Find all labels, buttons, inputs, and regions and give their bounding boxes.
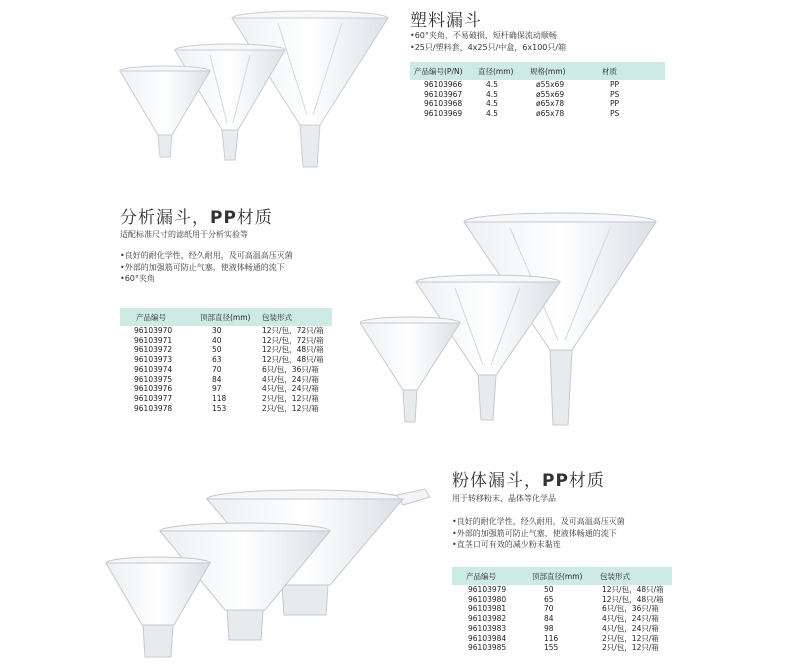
header-cell: 直径(mm) (478, 66, 514, 76)
table-row (452, 585, 672, 595)
table-cell: 96103975 (134, 374, 173, 384)
table-cell: 96103978 (134, 403, 173, 413)
table-row (120, 384, 332, 394)
table-cell: 96103972 (134, 345, 173, 355)
table-row (120, 355, 332, 365)
header-cell: 顶部直径(mm) (532, 571, 583, 581)
plastic-funnel-bullets (410, 30, 566, 53)
table-cell: 6只/包，36只/箱 (602, 604, 659, 614)
table-cell: 96103973 (134, 355, 173, 365)
table-cell: 116 (544, 633, 559, 643)
table-cell: 4.5 (486, 89, 498, 99)
table-cell: 30 (212, 326, 222, 335)
table-cell: ø55x69 (536, 80, 565, 89)
table-cell: 96103967 (424, 89, 463, 99)
powder-funnel-bullets (452, 516, 625, 551)
table-cell: 96103966 (424, 80, 463, 89)
header-cell: 包装形式 (262, 312, 292, 322)
title-bold: PP (542, 471, 569, 491)
table-cell: ø65x78 (536, 99, 565, 109)
table-cell: PS (610, 89, 620, 99)
table-cell: 50 (544, 585, 554, 594)
table-row (452, 643, 672, 653)
table-cell: 84 (544, 614, 554, 624)
table-cell: 4只/包，24只/箱 (262, 374, 319, 384)
table-row (120, 336, 332, 346)
table-cell: 4.5 (486, 80, 498, 89)
table-header-row (120, 308, 332, 326)
table-cell: 97 (212, 384, 222, 394)
table-row (410, 109, 665, 119)
plastic-funnels-photo (110, 5, 390, 175)
powder-funnels-photo (100, 485, 430, 665)
table-row (410, 90, 665, 100)
bullet: •外部的加强筋可防止气塞，使液体畅通的流下 (452, 528, 617, 538)
table-cell: 12只/包，48只/箱 (602, 585, 664, 594)
bullet: •外部的加强筋可防止气塞，使液体畅通的流下 (120, 262, 285, 272)
table-cell: 96103985 (468, 643, 507, 653)
table-row (410, 99, 665, 109)
bullet: •良好的耐化学性，经久耐用，及可高温高压灭菌 (120, 251, 293, 260)
table-row (452, 614, 672, 624)
plastic-funnel-table (410, 62, 665, 119)
analytical-funnel-bullets (120, 250, 293, 285)
table-row (120, 345, 332, 355)
title-text: 材质 (568, 471, 605, 491)
title-text: 分析漏斗， (120, 208, 210, 228)
table-row (120, 365, 332, 375)
table-cell: 2只/包，12只/箱 (602, 643, 659, 653)
table-header-row (410, 62, 665, 80)
table-cell: 2只/包，12只/箱 (262, 393, 319, 403)
table-cell: 70 (544, 604, 554, 614)
plastic-funnel-title: 塑料漏斗 (410, 11, 482, 31)
header-cell: 顶部直径(mm) (200, 312, 251, 322)
table-cell: 155 (544, 643, 559, 653)
powder-funnel-title (452, 466, 605, 491)
table-cell: 50 (212, 345, 222, 355)
title-text: 粉体漏斗， (452, 471, 542, 491)
bullet: •60°夹角，不易破损，短杆确保流动顺畅 (410, 31, 557, 40)
header-cell: 材质 (602, 66, 617, 76)
table-cell: 6只/包，36只/箱 (262, 364, 319, 374)
table-cell: 12只/包，72只/箱 (262, 335, 324, 345)
table-row (120, 326, 332, 336)
title-bold: PP (210, 208, 237, 228)
powder-funnel-table (452, 567, 672, 653)
table-row (452, 624, 672, 634)
table-cell: 12只/包，48只/箱 (262, 355, 324, 365)
table-cell: 96103974 (134, 364, 173, 374)
table-cell: 96103977 (134, 393, 173, 403)
table-header-row (452, 567, 672, 585)
header-cell: 产品编号 (136, 312, 166, 322)
analytical-funnels-photo (360, 210, 660, 440)
table-cell: 96103970 (134, 326, 173, 335)
header-cell: 产品编号(P/N) (414, 66, 463, 76)
table-cell: 96103983 (468, 623, 507, 633)
table-cell: 40 (212, 335, 222, 345)
table-cell: ø55x69 (536, 89, 565, 99)
title-text: 材质 (236, 208, 273, 228)
table-cell: 2只/包，12只/箱 (262, 403, 319, 413)
table-cell: PP (610, 99, 620, 109)
table-cell: 70 (212, 364, 222, 374)
table-cell: 84 (212, 374, 222, 384)
table-cell: 12只/包，72只/箱 (262, 326, 324, 335)
header-cell: 规格(mm) (530, 66, 566, 76)
bullet: •良好的耐化学性，经久耐用，及可高温高压灭菌 (452, 517, 625, 526)
table-cell: 96103968 (424, 99, 463, 109)
table-row (452, 634, 672, 644)
table-cell: 96103969 (424, 109, 463, 119)
table-row (452, 604, 672, 614)
header-cell: 包装形式 (600, 571, 630, 581)
table-cell: 4只/包，24只/箱 (262, 384, 319, 394)
table-cell: 96103976 (134, 384, 173, 394)
table-cell: PS (610, 109, 620, 119)
analytical-funnel-intro: 适配标准尺寸的滤纸用于分析实验等 (120, 230, 248, 239)
table-cell: 96103982 (468, 614, 507, 624)
bullet: •25只/塑料套，4x25只/中盒，6x100只/箱 (410, 42, 567, 52)
table-row (120, 404, 332, 414)
table-row (120, 375, 332, 385)
table-cell: 4只/包，24只/箱 (602, 623, 659, 633)
table-cell: 12只/包，48只/箱 (602, 594, 664, 604)
table-cell: 2只/包，12只/箱 (602, 633, 659, 643)
table-cell: 118 (212, 393, 227, 403)
header-cell: 产品编号 (466, 571, 496, 581)
table-cell: 12只/包，48只/箱 (262, 345, 324, 355)
analytical-funnel-table (120, 308, 332, 413)
table-row (120, 394, 332, 404)
table-cell: 153 (212, 403, 227, 413)
table-cell: 65 (544, 594, 554, 604)
table-cell: ø65x78 (536, 109, 565, 119)
table-row (410, 80, 665, 90)
table-cell: 4.5 (486, 109, 498, 119)
analytical-funnel-title (120, 203, 273, 228)
table-cell: 98 (544, 623, 554, 633)
table-cell: 63 (212, 355, 222, 365)
table-cell: 4.5 (486, 99, 498, 109)
bullet: •60°夹角 (120, 274, 155, 283)
powder-funnel-intro: 用于转移粉末、晶体等化学品 (452, 494, 556, 503)
table-cell: 96103971 (134, 335, 173, 345)
table-cell: 96103984 (468, 633, 507, 643)
table-cell: 4只/包，24只/箱 (602, 614, 659, 624)
bullet: •直茎口可有效的减少粉末黏连 (452, 540, 561, 549)
table-cell: 96103981 (468, 604, 507, 614)
table-cell: PP (610, 80, 620, 89)
table-row (452, 595, 672, 605)
table-cell: 96103980 (468, 594, 507, 604)
table-cell: 96103979 (468, 585, 507, 594)
